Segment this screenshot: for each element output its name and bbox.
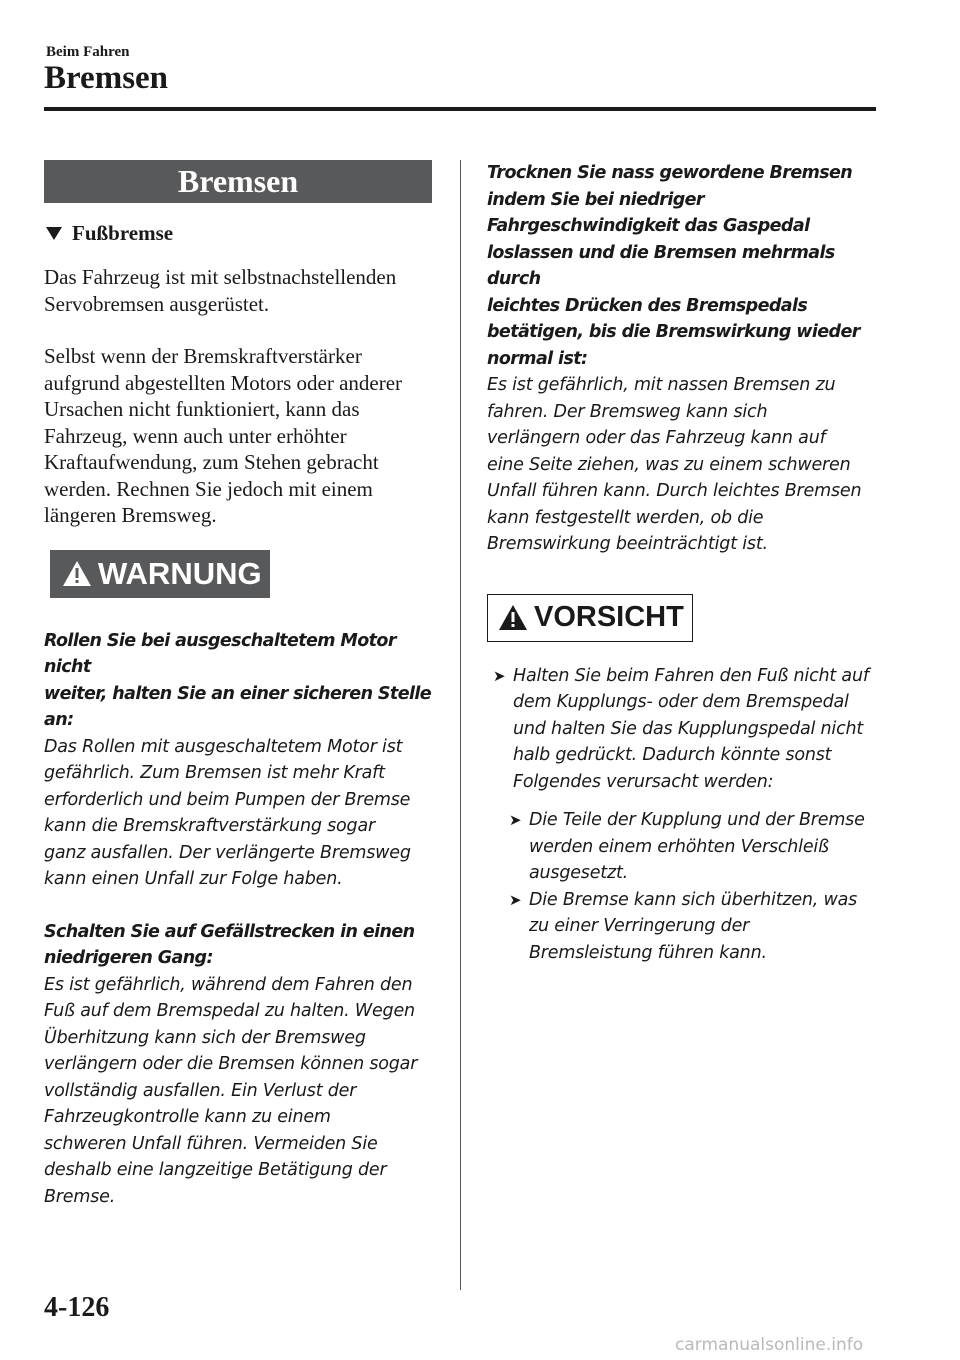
caution-bullet xyxy=(493,663,882,796)
text-line: verlängern oder das Fahrzeug kann auf xyxy=(487,428,826,448)
subheading xyxy=(44,218,432,248)
text-line: Kraftaufwendung, zum Stehen gebracht xyxy=(44,450,379,474)
text-line: Ursachen nicht funktioniert, kann das xyxy=(44,397,360,421)
text-line: dem Kupplungs- oder dem Bremspedal xyxy=(513,692,849,712)
booster-paragraph xyxy=(44,343,432,529)
warning-item-rolling xyxy=(44,628,432,893)
text-line: vollständig ausfallen. Ein Verlust der xyxy=(44,1080,357,1101)
text-line: Fahrzeugkontrolle kann zu einem xyxy=(44,1107,331,1127)
text-line: Überhitzung kann sich der Bremsweg xyxy=(44,1027,366,1048)
text-line: kann festgestellt werden, ob die xyxy=(487,507,764,528)
warning-badge xyxy=(50,550,270,598)
text-line: Unfall führen kann. Durch leichtes Bremsen xyxy=(487,481,862,501)
header-rule xyxy=(44,107,876,111)
section-banner: Bremsen xyxy=(44,160,432,203)
text-line: werden. Rechnen Sie jedoch mit einem xyxy=(44,476,373,501)
caution-sub-bullet xyxy=(509,887,882,967)
warning-heading-line: an: xyxy=(44,710,74,730)
text-line: erforderlich und beim Pumpen der Bremse xyxy=(44,789,411,810)
right-column xyxy=(487,160,882,966)
text-line: Selbst wenn der Bremskraftverstärker xyxy=(44,344,362,368)
watermark: carmanualsonline.info xyxy=(675,1335,864,1355)
bullet-text xyxy=(513,663,869,796)
text-line: Servobremsen ausgerüstet. xyxy=(44,291,270,316)
text-line: werden einem erhöhten Verschleiß xyxy=(529,836,829,857)
text-line: Das Fahrzeug ist mit selbstnachstellenden xyxy=(44,265,397,289)
page-number: 4-126 xyxy=(44,1292,110,1323)
warning-heading-line: Schalten Sie auf Gefällstrecken in einen xyxy=(44,921,415,942)
text-line: kann die Bremskraftverstärkung sogar xyxy=(44,816,375,836)
text-line: aufgrund abgestellten Motors oder anderer xyxy=(44,370,403,395)
text-line: fahren. Der Bremsweg kann sich xyxy=(487,401,768,422)
warning-heading-line: Rollen Sie bei ausgeschaltetem Motor nicht xyxy=(44,630,396,677)
text-line: Bremswirkung beeinträchtigt ist. xyxy=(487,534,768,554)
caution-sub-bullet xyxy=(509,807,882,887)
text-line: Halten Sie beim Fahren den Fuß nicht auf xyxy=(513,665,869,686)
bullet-text xyxy=(529,807,865,887)
text-line: Fuß auf dem Bremspedal zu halten. Wegen xyxy=(44,1001,415,1021)
text-line: längeren Bremsweg. xyxy=(44,503,217,527)
warning-heading-line: betätigen, bis die Bremswirkung wieder xyxy=(487,322,860,342)
chapter-label: Beim Fahren xyxy=(46,44,130,60)
text-line: Bremsleistung führen kann. xyxy=(529,942,767,963)
warning-heading-line: normal ist: xyxy=(487,348,588,369)
warning-heading-line: indem Sie bei niedriger xyxy=(487,189,704,210)
page-title: Bremsen xyxy=(44,60,169,96)
warning-heading-line: weiter, halten Sie an einer sicheren Stelle xyxy=(44,683,432,704)
text-line: Die Teile der Kupplung und der Bremse xyxy=(529,810,865,830)
arrow-bullet-icon: ➤ xyxy=(509,890,522,909)
text-line: und halten Sie das Kupplungspedal nicht xyxy=(513,718,864,739)
arrow-bullet-icon: ➤ xyxy=(493,666,506,685)
caution-badge xyxy=(487,594,693,642)
text-line: Bremse. xyxy=(44,1186,116,1207)
warning-triangle-icon xyxy=(62,560,92,587)
intro-paragraph xyxy=(44,264,432,317)
text-line: ganz ausfallen. Der verlängerte Bremsweg xyxy=(44,842,411,863)
warning-heading-line: leichtes Drücken des Bremspedals xyxy=(487,295,808,316)
text-line: kann einen Unfall zur Folge haben. xyxy=(44,869,343,889)
subheading-label: Fußbremse xyxy=(72,220,174,245)
warning-triangle-icon xyxy=(498,604,528,631)
text-line: schweren Unfall führen. Vermeiden Sie xyxy=(44,1133,378,1154)
text-line: Das Rollen mit ausgeschaltetem Motor ist xyxy=(44,736,403,757)
text-line: verlängern oder die Bremsen können sogar xyxy=(44,1054,418,1074)
triangle-down-icon xyxy=(46,227,62,240)
column-divider xyxy=(460,160,461,1290)
text-line: Es ist gefährlich, mit nassen Bremsen zu xyxy=(487,375,836,395)
warning-heading-line: loslassen und die Bremsen mehrmals durch xyxy=(487,242,835,289)
text-line: Es ist gefährlich, während dem Fahren den xyxy=(44,974,413,995)
bullet-text xyxy=(529,887,857,967)
warning-heading-line: niedrigeren Gang: xyxy=(44,948,213,968)
text-line: Fahrzeug, wenn auch unter erhöhter xyxy=(44,423,347,448)
text-line: halb gedrückt. Dadurch könnte sonst xyxy=(513,745,832,765)
left-column xyxy=(44,160,432,1210)
text-line: gefährlich. Zum Bremsen ist mehr Kraft xyxy=(44,763,385,783)
text-line: eine Seite ziehen, was zu einem schweren xyxy=(487,454,851,475)
caution-label: VORSICHT xyxy=(534,601,684,633)
text-line: deshalb eine langzeitige Betätigung der xyxy=(44,1160,387,1180)
warning-item-downhill xyxy=(44,919,432,1211)
text-line: Folgendes verursacht werden: xyxy=(513,771,774,792)
arrow-bullet-icon: ➤ xyxy=(509,811,522,829)
text-line: zu einer Verringerung der xyxy=(529,916,750,936)
warning-label: WARNUNG xyxy=(98,555,262,591)
text-line: ausgesetzt. xyxy=(529,863,628,883)
warning-heading-line: Trocknen Sie nass gewordene Bremsen xyxy=(487,163,853,183)
warning-heading-line: Fahrgeschwindigkeit das Gaspedal xyxy=(487,216,810,236)
warning-item-wet-brakes xyxy=(487,160,882,558)
text-line: Die Bremse kann sich überhitzen, was xyxy=(529,889,858,910)
